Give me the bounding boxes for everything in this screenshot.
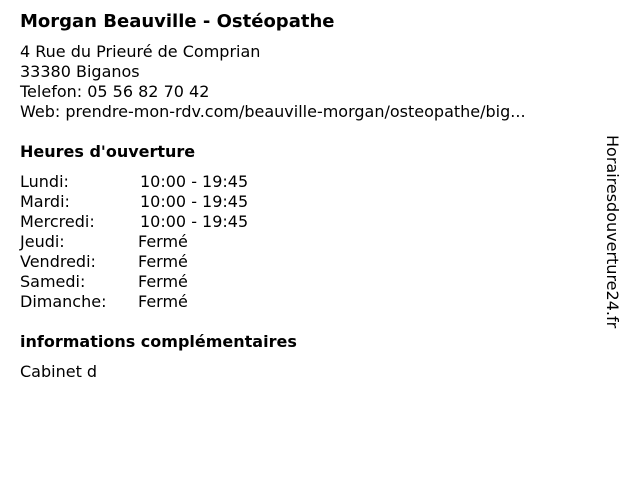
address-street: 4 Rue du Prieuré de Comprian: [20, 42, 261, 61]
hours-heading: Heures d'ouverture: [20, 142, 196, 161]
day-label: Samedi:: [20, 272, 86, 291]
hours-row-friday: [20, 252, 600, 272]
hours-row-tuesday: [20, 192, 600, 212]
day-hours: Fermé: [138, 272, 188, 291]
day-hours: 10:00 - 19:45: [140, 192, 249, 211]
day-hours: Fermé: [138, 252, 188, 271]
web-link[interactable]: Web: prendre-mon-rdv.com/beauville-morgan/osteopathe/big...: [20, 102, 526, 121]
extra-info-text: Cabinet d: [20, 362, 98, 381]
day-hours: Fermé: [138, 292, 188, 311]
hours-row-sunday: [20, 292, 600, 312]
day-label: Jeudi:: [20, 232, 65, 251]
day-hours: 10:00 - 19:45: [140, 172, 249, 191]
site-watermark: Horairesdouverture24.fr: [603, 135, 622, 329]
hours-row-saturday: [20, 272, 600, 292]
address-city: 33380 Biganos: [20, 62, 140, 81]
day-hours: 10:00 - 19:45: [140, 212, 249, 231]
day-label: Lundi:: [20, 172, 69, 191]
address-block: [20, 42, 600, 122]
day-label: Dimanche:: [20, 292, 107, 311]
business-card: [20, 10, 600, 382]
phone-line: Telefon: 05 56 82 70 42: [20, 82, 210, 101]
business-title: Morgan Beauville - Ostéopathe: [20, 11, 335, 32]
hours-table: [20, 172, 600, 312]
extra-info-heading: informations complémentaires: [20, 332, 297, 351]
hours-row-monday: [20, 172, 600, 192]
day-hours: Fermé: [138, 232, 188, 251]
day-label: Mercredi:: [20, 212, 95, 231]
hours-row-wednesday: [20, 212, 600, 232]
day-label: Vendredi:: [20, 252, 96, 271]
hours-row-thursday: [20, 232, 600, 252]
day-label: Mardi:: [20, 192, 70, 211]
